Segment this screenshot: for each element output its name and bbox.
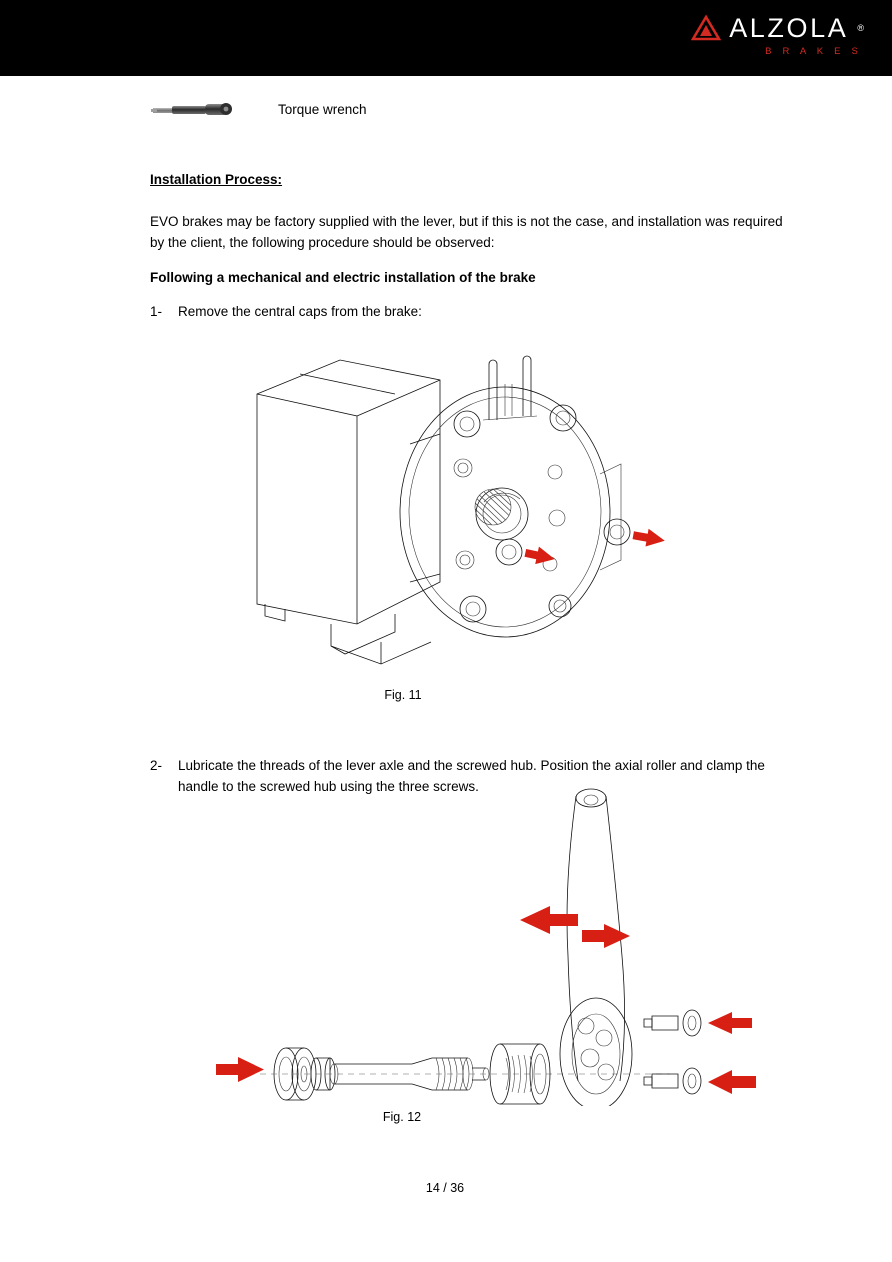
- tool-row: [150, 96, 367, 122]
- figure-11-caption: Fig. 11: [384, 688, 422, 702]
- screw-upper: [644, 1010, 701, 1036]
- step-1-number: 1-: [150, 304, 163, 319]
- page-number: 14 / 36: [425, 1181, 465, 1195]
- red-arrow-icon: [632, 526, 667, 549]
- red-arrow-icon: [523, 544, 556, 568]
- figure-12-caption: Fig. 12: [382, 1110, 422, 1124]
- torque-wrench-illustration-icon: [150, 96, 240, 122]
- red-arrow-icon: [708, 1012, 752, 1034]
- step-1: [150, 302, 805, 323]
- step-2-text: Lubricate the threads of the lever axle and the screwed hub. Position the axial roller and clamp the handle to the screwed hub using the three screws.: [178, 758, 765, 794]
- brand-logo: [691, 14, 864, 57]
- red-arrow-icon: [216, 1057, 295, 1086]
- red-arrow-icon: [582, 924, 630, 948]
- step-1-text: Remove the central caps from the brake:: [178, 304, 422, 319]
- tool-label: Torque wrench: [278, 101, 367, 117]
- red-arrow-icon: [520, 906, 578, 934]
- step-2-number: 2-: [150, 758, 163, 773]
- installation-process-heading-text: Installation Process:: [150, 172, 283, 187]
- logo-wordmark: ALZOLA: [729, 12, 849, 43]
- mechanical-electric-subheading: Following a mechanical and electric installation of the brake: [150, 270, 536, 285]
- installation-process-heading: [150, 170, 800, 191]
- red-arrow-icon: [708, 1070, 756, 1094]
- logo-registered-mark: ®: [857, 23, 864, 33]
- screw-lower: [644, 1068, 701, 1094]
- page-header-band: [0, 0, 892, 76]
- logo-main-row: [691, 14, 864, 42]
- alzola-triangle-logo-icon: [691, 14, 721, 42]
- intro-paragraph: EVO brakes may be factory supplied with the lever, but if this is not the case, and installation was required by the client, the following procedure should be observed:: [150, 214, 783, 250]
- lever-exploded-drawing: [200, 786, 780, 1106]
- logo-subtitle: B R A K E S: [765, 46, 862, 57]
- brake-assembly-drawing: [205, 324, 705, 684]
